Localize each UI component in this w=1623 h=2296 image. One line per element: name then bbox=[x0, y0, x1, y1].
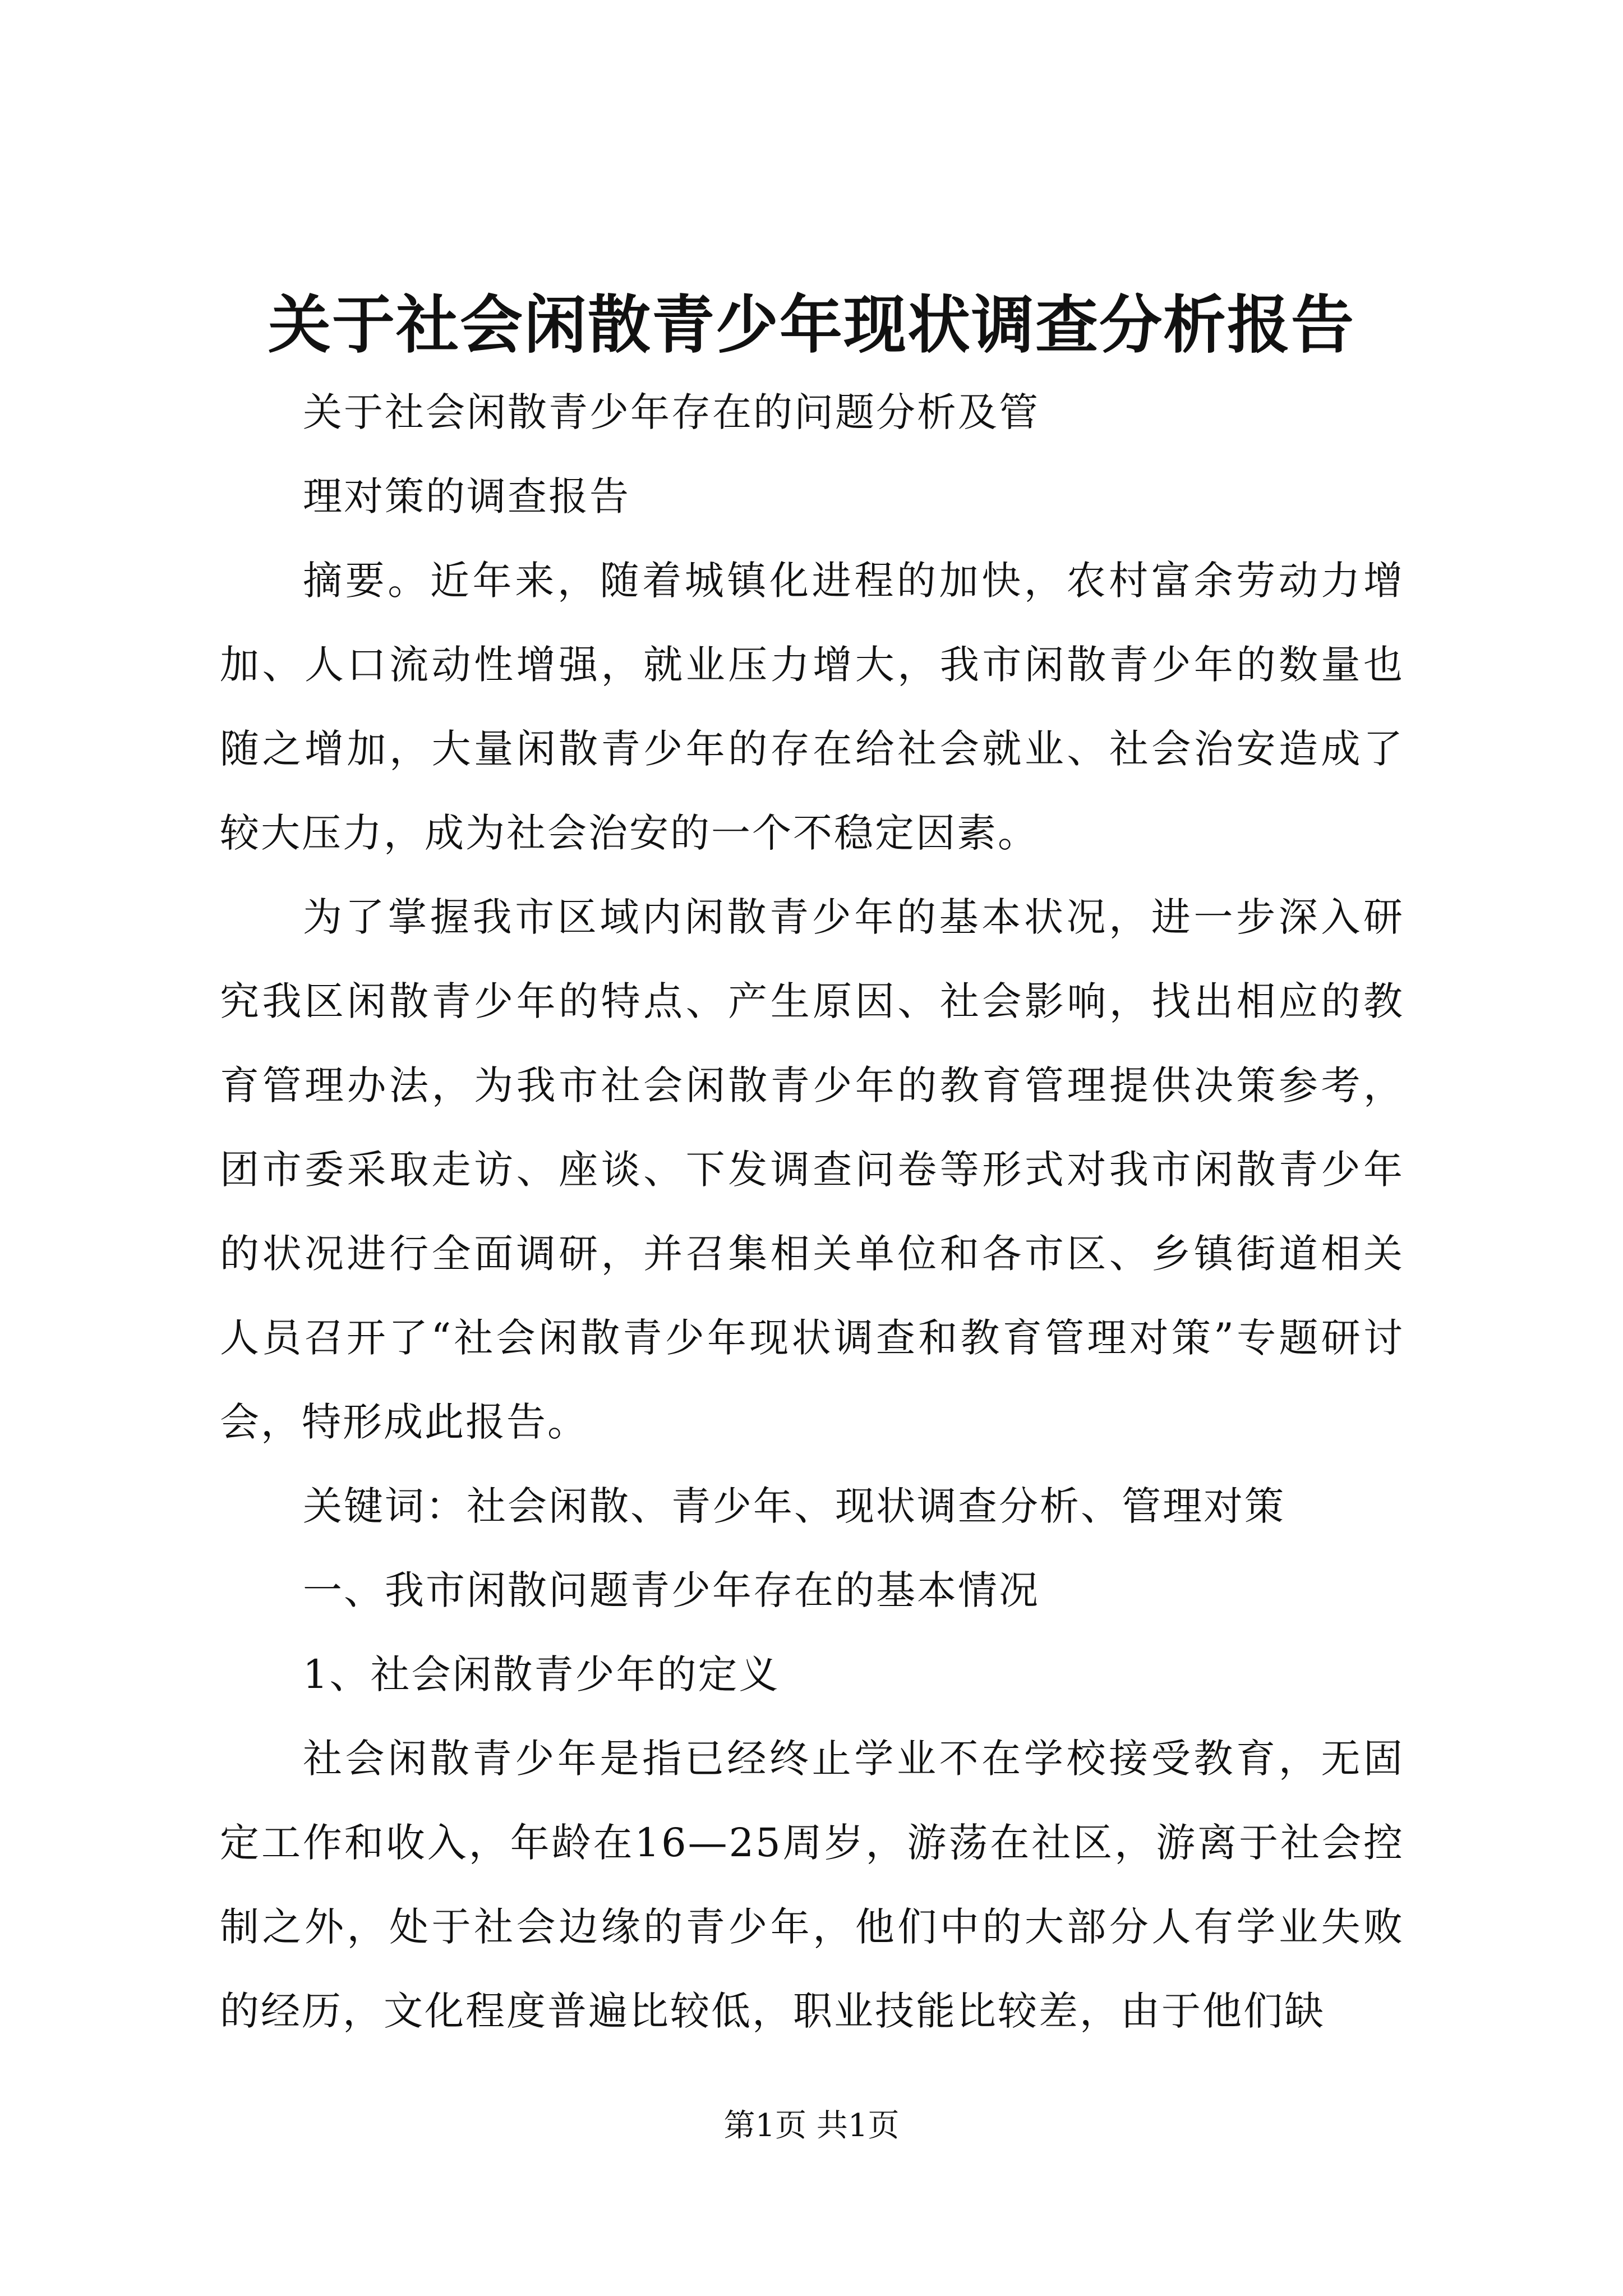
purpose-paragraph: 为了掌握我市区域内闲散青少年的基本状况，进一步深入研究我区闲散青少年的特点、产生原因、社会影响，找出相应的教育管理办法，为我市社会闲散青少年的教育管理提供决策参考，团市委采取走访、座谈、下发调查问卷等形式对我市闲散青少年的状况进行全面调研，并召集相关单位和各市区、乡镇街道相关人员召开了“社会闲散青少年现状调查和教育管理对策”专题研讨会，特形成此报告。 bbox=[220, 894, 1404, 1445]
subtitle-line-1: 关于社会闲散青少年存在的问题分析及管 bbox=[303, 389, 1040, 435]
document-title: 关于社会闲散青少年现状调查分析报告 bbox=[268, 288, 1355, 362]
page-footer: 第1页 共1页 bbox=[723, 2108, 900, 2144]
definition-paragraph: 社会闲散青少年是指已经终止学业不在学校接受教育，无固定工作和收入，年龄在16—25周岁，游荡在社区，游离于社会控制之外，处于社会边缘的青少年，他们中的大部分人有学业失败的经历，文化程度普遍比较低，职业技能比较差，由于他们缺 bbox=[220, 1736, 1404, 2034]
keywords-line: 关键词：社会闲散、青少年、现状调查分析、管理对策 bbox=[303, 1483, 1285, 1529]
subsection-heading: 1、社会闲散青少年的定义 bbox=[303, 1651, 780, 1697]
subtitle-line-2: 理对策的调查报告 bbox=[303, 473, 630, 519]
document-body bbox=[220, 370, 1404, 2053]
section-heading: 一、我市闲散问题青少年存在的基本情况 bbox=[303, 1567, 1040, 1613]
abstract-paragraph: 摘要。近年来，随着城镇化进程的加快，农村富余劳动力增加、人口流动性增强，就业压力增大，我市闲散青少年的数量也随之增加，大量闲散青少年的存在给社会就业、社会治安造成了较大压力，成为社会治安的一个不稳定因素。 bbox=[220, 558, 1404, 856]
